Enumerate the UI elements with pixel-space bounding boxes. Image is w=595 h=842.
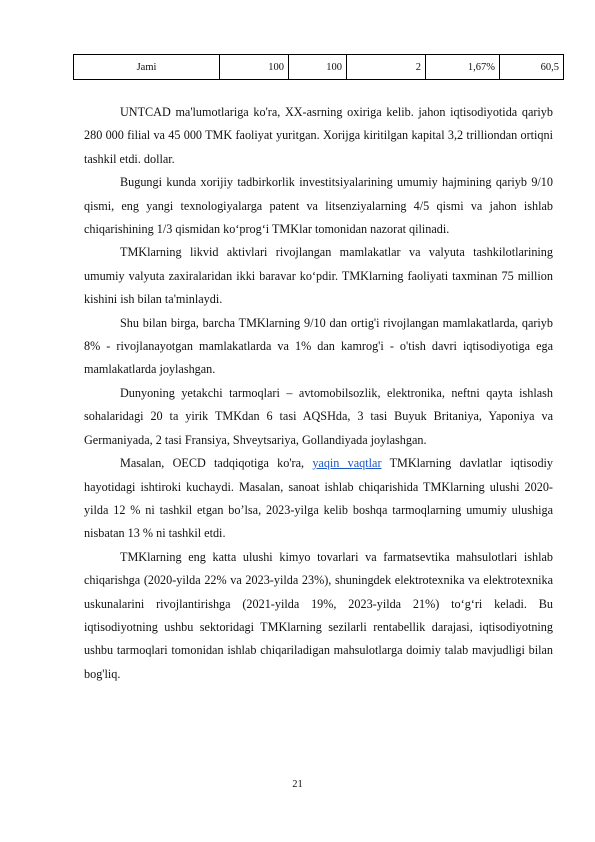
table-cell: 100 [220, 55, 289, 80]
page-number: 21 [292, 779, 303, 790]
table-cell: 1,67% [426, 55, 500, 80]
paragraph: Dunyoning yetakchi tarmoqlari – avtomobilsozlik, elektronika, neftni qayta ishlash sohalaridagi 20 ta yirik TMKdan 6 tasi AQSHda, 3 tasi Buyuk Britaniya, Yaponiya va Germaniyada, 2 tasi Fransiya, Shveytsariya, Gollandiyada joylashgan. [84, 385, 553, 447]
paragraph: Bugungi kunda xorijiy tadbirkorlik investitsiyalarining umumiy hajmining qariyb 9/10 qismi, eng yangi texnologiyalarga patent va litsenziyalarning 4/5 qismi va jahon ishlab chiqarishining 1/3 qismidan ko‘prog‘i TMKlar tomonidan nazorat qilinadi. [84, 175, 553, 237]
paragraph: TMKlarning eng katta ulushi kimyo tovarlari va farmatsevtika mahsulotlari ishlab chiqarishga (2020-yilda 22% va 2023-yilda 23%), shuningdek elektrotexnika va elektrotexnika uskunalarini rivojlantirishga (2021-yilda 19%, 2023-yilda 21%) to‘g‘ri keladi. Bu iqtisodiyotning ushbu sektoridagi TMKlarning sezilarli rentabellik darajasi, iqtisodiyotning ushbu tarmoqlari tomonidan ishlab chiqariladigan mahsulotlarga doimiy talab mavjudligi bilan bog'liq. [84, 549, 553, 681]
body-text [84, 101, 553, 686]
paragraph-text: Masalan, OECD tadqiqotiga ko'ra, [120, 456, 305, 471]
paragraph: Shu bilan birga, barcha TMKlarning 9/10 dan ortig'i rivojlangan mamlakatlarda, qariyb 8% - rivojlanayotgan mamlakatlarda va 1% dan kamrog'i - o'tish davri iqtisodiyotiga ega mamlakatlarda joylashgan. [84, 315, 553, 377]
totals-table [73, 54, 564, 80]
table-cell: 2 [347, 55, 426, 80]
paragraph: UNTCAD ma'lumotlariga ko'ra, XX-asrning oxiriga kelib. jahon iqtisodiyotida qariyb 280 000 filial va 45 000 TMK faoliyat yuritgan. Xorijga kiritilgan kapital 3,2 trilliondan ortiqni tashkil etdi. dollar. [84, 105, 553, 166]
paragraph-text: TMKlarning davlatlar iqtisodiy hayotidagi ishtiroki kuchaydi. Masalan, sanoat ishlab chiqarishida TMKlarning ulushi 2020-yilda 12 % ni tashkil etgan bo’lsa, 2023-yilga kelib boshqa tarmoqlarning umumiy ulushiga nisbatan 13 % ni tashkil etdi. [84, 456, 554, 541]
table-row [74, 55, 564, 80]
paragraph [84, 452, 553, 546]
inline-link[interactable]: yaqin vaqtlar [312, 456, 382, 471]
table-cell: 60,5 [500, 55, 564, 80]
paragraph: TMKlarning likvid aktivlari rivojlangan mamlakatlar va valyuta tashkilotlarining umumiy valyuta zaxiralaridan ikki baravar ko‘pdir. TMKlarning faoliyati taxminan 75 million kishini ish bilan ta'minlaydi. [84, 245, 553, 307]
table-cell-label: Jami [74, 55, 220, 80]
table-cell: 100 [289, 55, 347, 80]
